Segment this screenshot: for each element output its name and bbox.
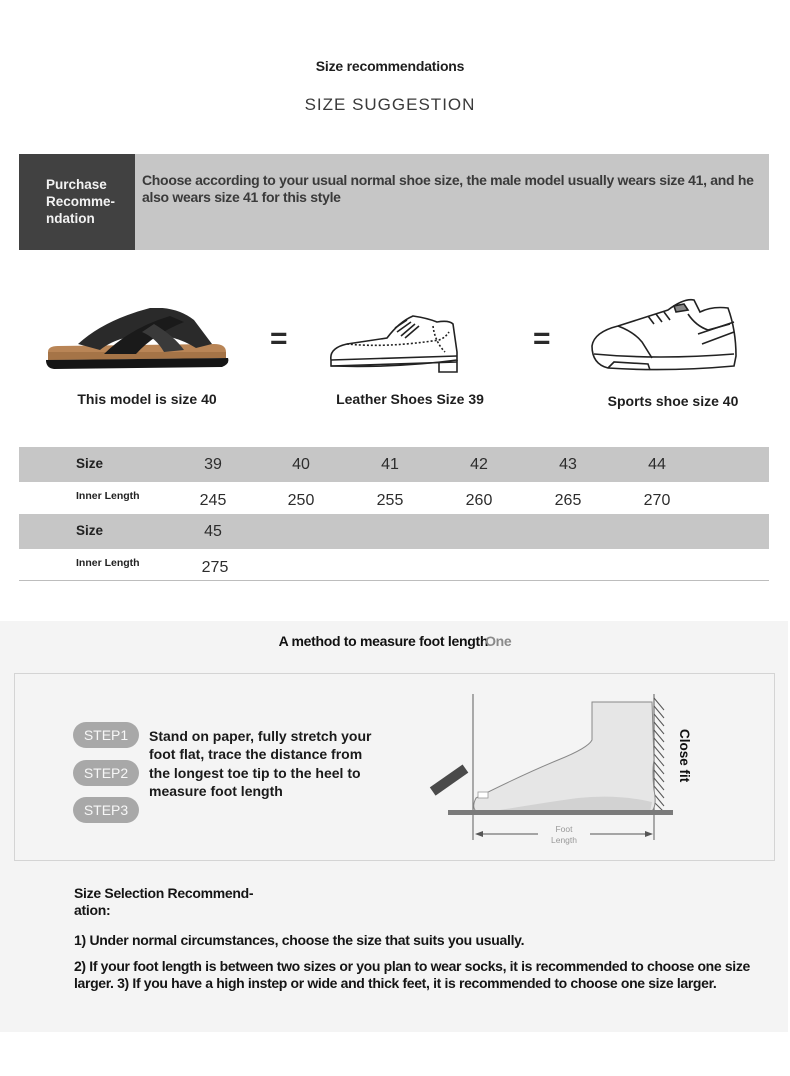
table-cell: 270 (643, 492, 671, 509)
step-badge: STEP2 (73, 760, 139, 786)
table-row (19, 514, 769, 549)
shoe-caption: Leather Shoes Size 39 (336, 391, 484, 407)
purchase-recommendation (19, 154, 769, 250)
table-cell: 250 (287, 492, 315, 509)
table-cell: 45 (204, 523, 222, 540)
table-cell: 44 (648, 456, 666, 473)
step-badge: STEP1 (73, 722, 139, 748)
step-instruction: Stand on paper, fully stretch your foot flat, trace the distance from the longest toe tip to the heel to measure foot length (149, 728, 372, 799)
row-header: Inner Length (76, 490, 140, 502)
table-row (19, 447, 769, 482)
row-header: Size (76, 523, 104, 538)
table-cell: 41 (381, 456, 399, 473)
shoe-caption: Sports shoe size 40 (607, 393, 739, 409)
close-fit-label (672, 729, 694, 789)
recommendation-title (74, 885, 294, 919)
shoe-caption: This model is size 40 (77, 391, 217, 407)
purchase-text: Choose according to your usual normal shoe size, the male model usually wears size 41, and he also wears size 41 for this style (142, 172, 754, 205)
equals-sign: = (270, 322, 288, 355)
table-cell: 265 (554, 492, 582, 509)
method-title (0, 633, 790, 649)
size-table (19, 447, 769, 581)
row-header: Size (76, 456, 104, 471)
page-subtitle: SIZE SUGGESTION (304, 95, 476, 114)
foot-length-label: Length (551, 835, 577, 845)
equals-sign: = (533, 322, 551, 355)
method-title-suffix: One (485, 633, 512, 649)
method-title-text: A method to measure foot length (278, 633, 489, 649)
row-header: Inner Length (76, 557, 140, 569)
purchase-label-line: Purchase (46, 177, 107, 192)
table-row (19, 549, 769, 581)
sandal-icon (44, 308, 230, 374)
table-cell: 275 (201, 559, 229, 576)
foot-length-label: Foot (555, 824, 573, 834)
page-title: Size recommendations (315, 58, 465, 74)
table-cell: 42 (470, 456, 488, 473)
sneaker-icon (588, 296, 740, 376)
table-cell: 260 (465, 492, 493, 509)
table-cell: 255 (376, 492, 404, 509)
close-fit-text: Close fit (677, 729, 692, 783)
table-cell: 40 (292, 456, 310, 473)
purchase-label (19, 154, 135, 250)
recommendation-item: 2) If your foot length is between two sizes or you plan to wear socks, it is recommended to choose one size larger. 3) If you have a high instep or wide and thick feet, it is recommended to choose one size larger. (74, 958, 750, 991)
recommendation-item: 1) Under normal circumstances, choose the size that suits you usually. (74, 932, 525, 948)
table-cell: 245 (199, 492, 227, 509)
step-badge: STEP3 (73, 797, 139, 823)
purchase-label-line: ndation (46, 211, 95, 226)
leather-shoe-icon (327, 308, 463, 376)
purchase-label-line: Recomme- (46, 194, 116, 209)
table-cell: 43 (559, 456, 577, 473)
recommendation-title-line: Size Selection Recommend- (74, 885, 254, 901)
recommendation-title-line: ation: (74, 902, 111, 918)
table-row (19, 482, 769, 514)
foot-diagram (428, 690, 673, 850)
table-cell: 39 (204, 456, 222, 473)
